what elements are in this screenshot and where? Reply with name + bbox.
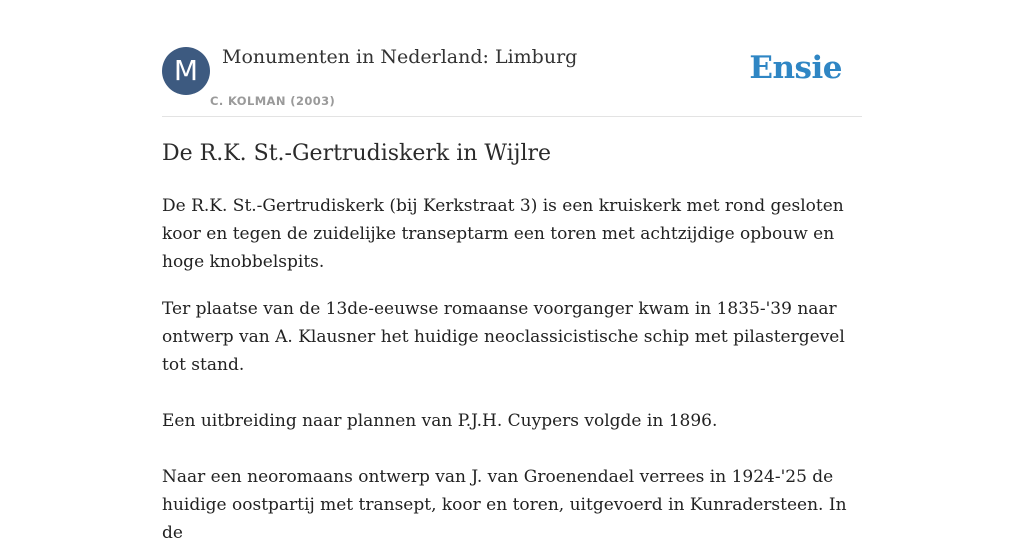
article-paragraph: Naar een neoromaans ontwerp van J. van Groenendael verrees in 1924-'25 de huidige oostpartij met transept, koor en toren, uitgevoerd in Kunradersteen. In de xyxy=(162,467,847,543)
author-line: C. KOLMAN (2003) xyxy=(210,94,336,108)
article-paragraph: De R.K. St.-Gertrudiskerk (bij Kerkstraat 3) is een kruiskerk met rond gesloten koor en tegen de zuidelijke transeptarm een toren met achtzijdige opbouw en hoge knobbelspits. xyxy=(162,196,844,272)
article-paragraph: Ter plaatse van de 13de-eeuwse romaanse voorganger kwam in 1835-'39 naar ontwerp van A. Klausner het huidige neoclassicistische schip met pilastergevel tot stand. xyxy=(162,299,845,375)
article-content xyxy=(162,138,862,547)
book-title[interactable]: Monumenten in Nederland: Limburg xyxy=(222,46,578,68)
article-title: De R.K. St.-Gertrudiskerk in Wijlre xyxy=(162,141,552,166)
source-header xyxy=(162,0,862,117)
ensie-logo[interactable]: Ensie xyxy=(749,50,842,86)
source-avatar: M xyxy=(162,47,210,95)
article-paragraph: Een uitbreiding naar plannen van P.J.H. Cuypers volgde in 1896. xyxy=(162,411,718,431)
